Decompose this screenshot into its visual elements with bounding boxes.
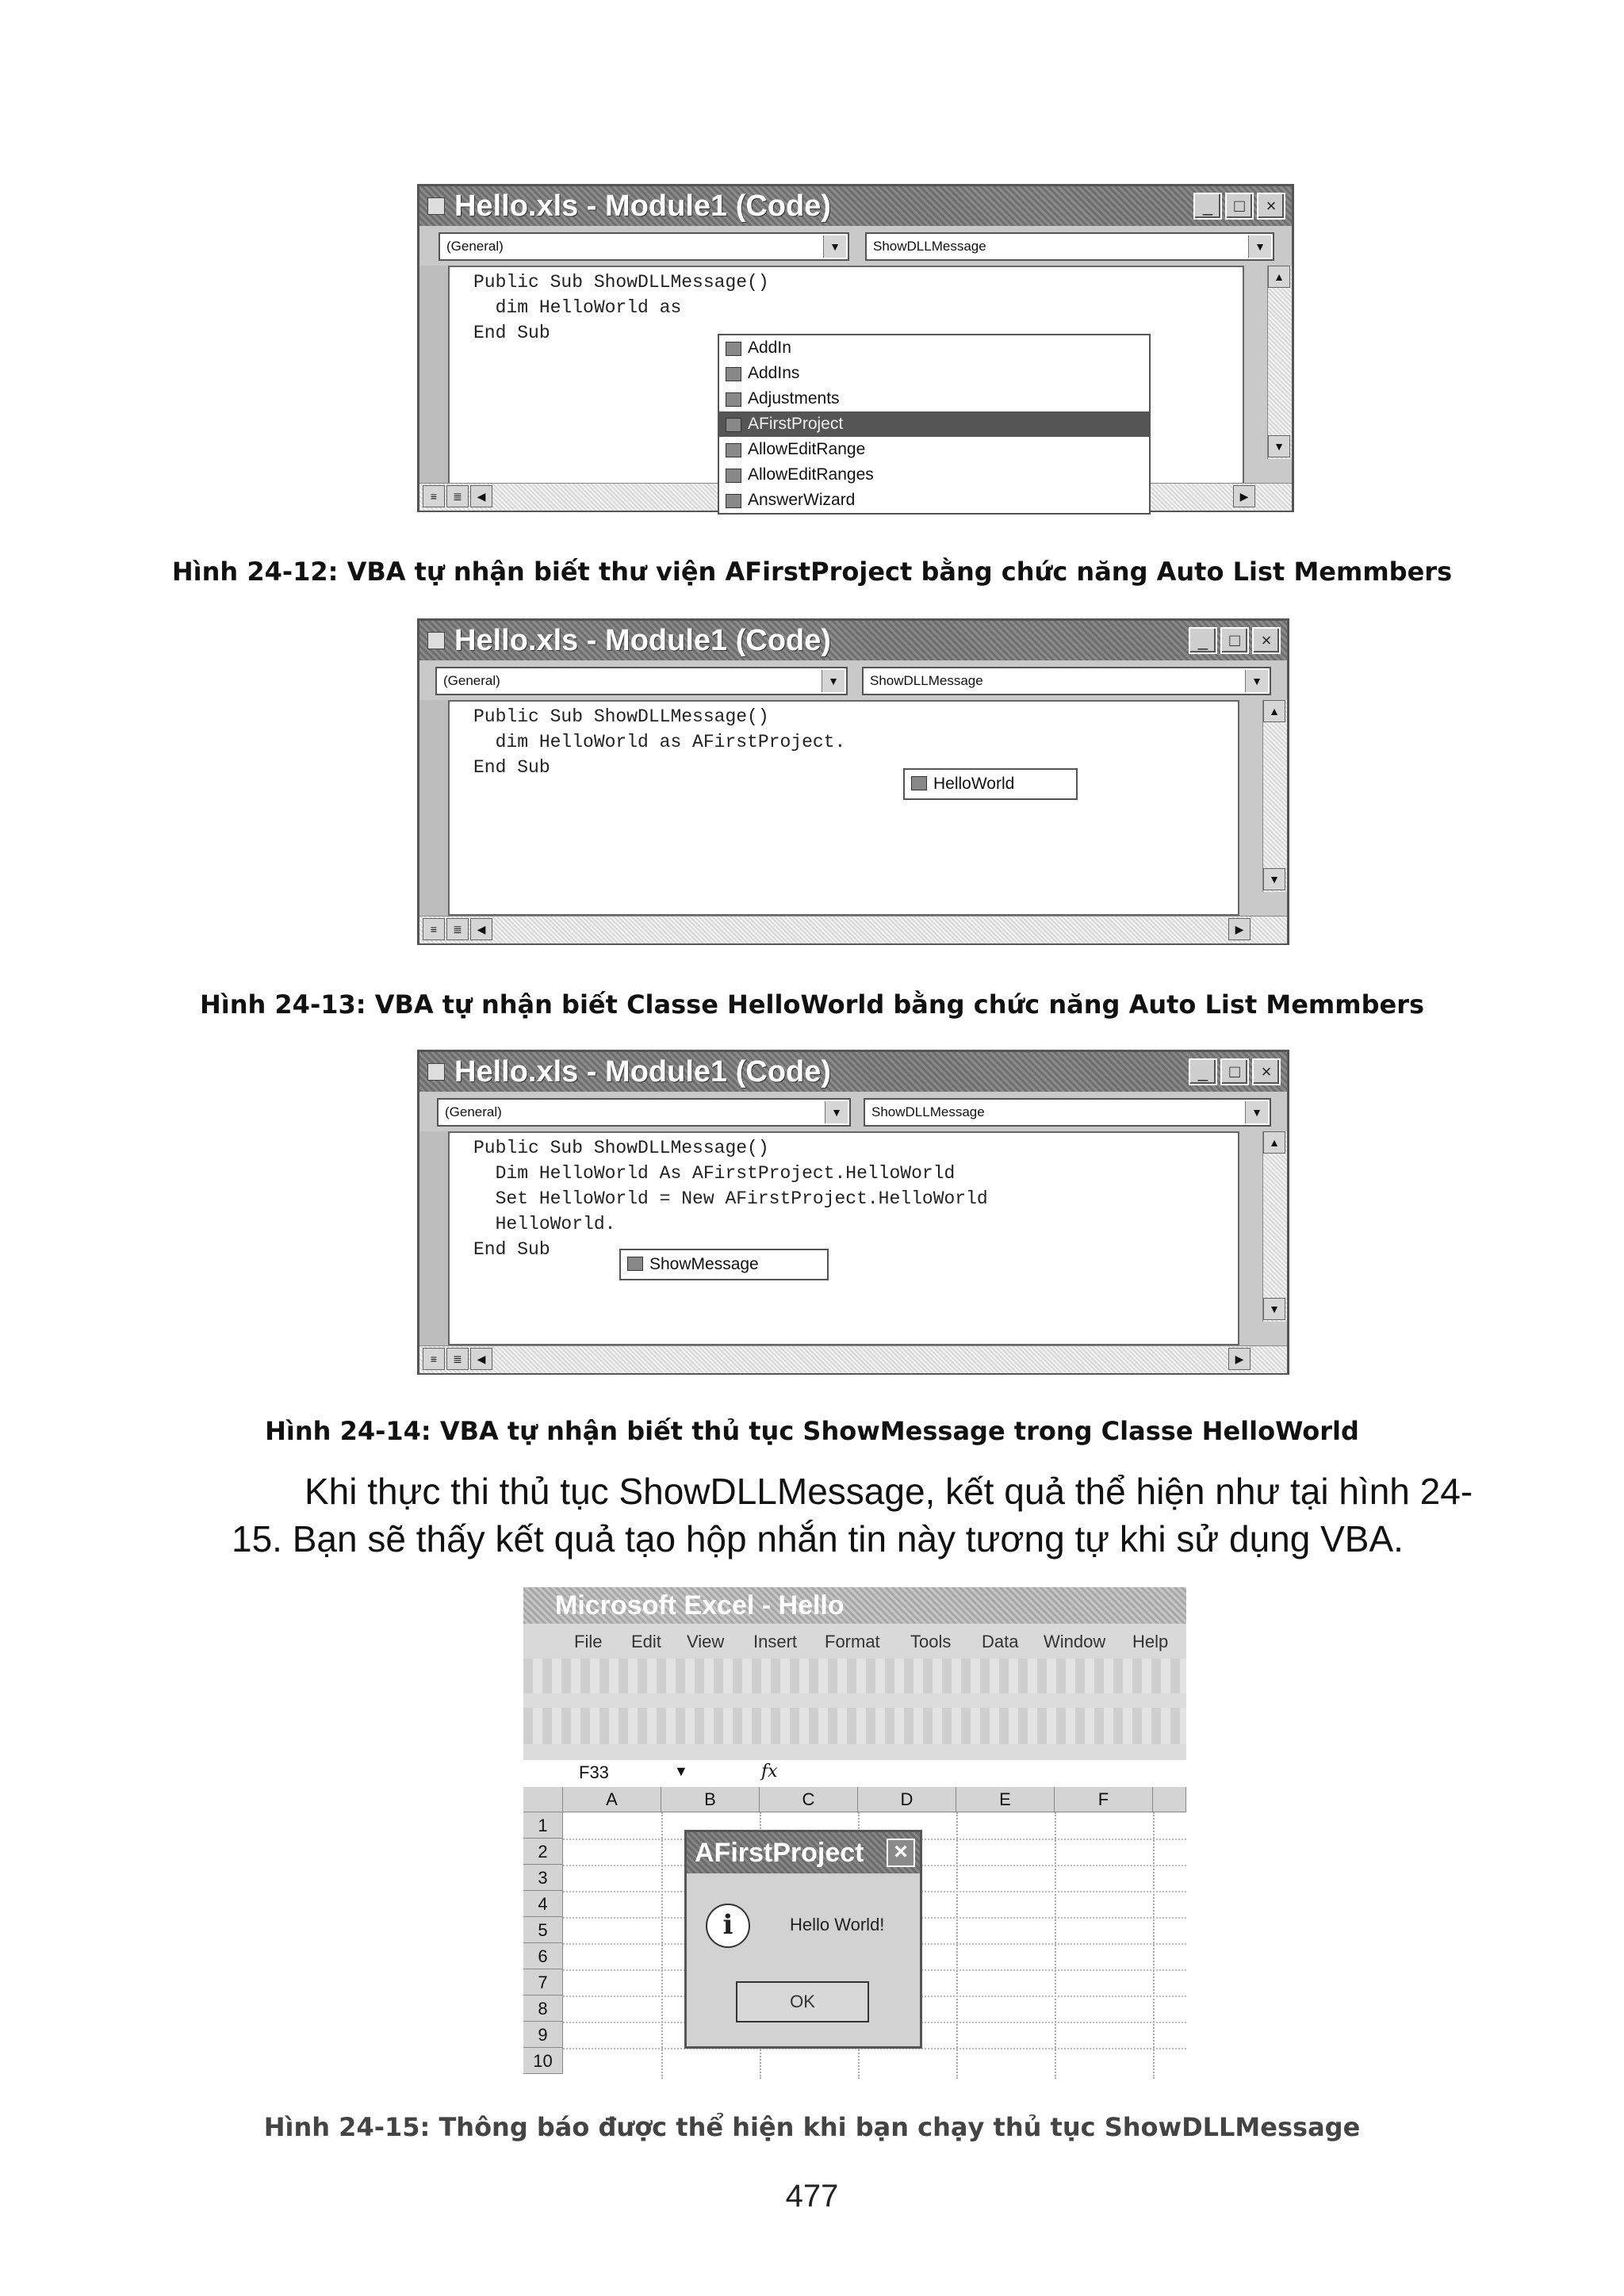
class-icon — [726, 392, 741, 407]
figure-caption: Hình 24-15: Thông báo được thể hiện khi bạn chạy thủ tục ShowDLLMessage — [263, 2112, 1361, 2142]
chevron-down-icon[interactable]: ▼ — [1245, 1101, 1268, 1123]
code-line: Public Sub ShowDLLMessage() — [473, 272, 769, 293]
dialog-title: AFirstProject — [695, 1838, 864, 1868]
list-item-label: AllowEditRanges — [748, 465, 874, 484]
code-window-fig12 — [417, 184, 1294, 512]
class-icon — [726, 469, 741, 483]
library-icon — [726, 418, 741, 432]
scroll-up-icon[interactable]: ▲ — [1268, 266, 1290, 288]
scroll-left-icon[interactable]: ◀ — [470, 918, 492, 940]
horizontal-scrollbar[interactable] — [419, 1345, 1287, 1373]
formatting-toolbar[interactable] — [523, 1708, 1186, 1744]
row-header[interactable]: 4 — [523, 1891, 563, 1917]
list-item-label: AFirstProject — [748, 415, 844, 433]
list-item[interactable] — [719, 437, 1149, 462]
standard-toolbar[interactable] — [523, 1659, 1186, 1693]
code-line: End Sub — [473, 757, 550, 778]
code-window-fig13 — [417, 618, 1289, 945]
vertical-scrollbar[interactable] — [1262, 1131, 1287, 1322]
window-icon — [427, 1063, 445, 1081]
code-line: Dim HelloWorld As AFirstProject.HelloWorld — [473, 1163, 956, 1184]
code-editor[interactable] — [448, 700, 1239, 916]
row-header[interactable]: 1 — [523, 1812, 563, 1839]
chevron-down-icon[interactable]: ▼ — [1248, 235, 1271, 258]
scroll-right-icon[interactable]: ▶ — [1228, 918, 1251, 940]
close-button[interactable]: × — [1252, 1058, 1281, 1085]
scroll-down-icon[interactable]: ▼ — [1268, 435, 1290, 457]
object-combo-value: (General) — [445, 1104, 502, 1119]
scroll-down-icon[interactable]: ▼ — [1263, 1298, 1285, 1320]
ok-button[interactable]: OK — [736, 1981, 869, 2022]
body-paragraph-line: 15. Bạn sẽ thấy kết quả tạo hộp nhắn tin này tương tự khi sử dụng VBA. — [232, 1518, 1404, 1559]
menu-insert[interactable]: Insert — [753, 1632, 798, 1651]
object-combo-value: (General) — [446, 239, 504, 254]
window-title: Hello.xls - Module1 (Code) — [454, 1055, 832, 1089]
menu-tools[interactable]: Tools — [910, 1632, 952, 1651]
window-title: Hello.xls - Module1 (Code) — [454, 189, 832, 223]
procedure-combo-value: ShowDLLMessage — [873, 239, 986, 254]
scroll-up-icon[interactable]: ▲ — [1263, 700, 1285, 722]
procedure-combo[interactable] — [862, 667, 1271, 695]
scroll-up-icon[interactable]: ▲ — [1263, 1131, 1285, 1154]
figure-caption: Hình 24-14: VBA tự nhận biết thủ tục ShowMessage trong Classe HelloWorld — [265, 1416, 1359, 1446]
procedure-combo-value: ShowDLLMessage — [871, 1104, 985, 1119]
procedure-view-icon[interactable]: ≡ — [423, 1348, 445, 1370]
minimize-button[interactable]: _ — [1189, 627, 1217, 654]
margin-indicator-bar — [419, 700, 448, 916]
list-item-label: ShowMessage — [649, 1255, 759, 1273]
method-icon — [627, 1257, 643, 1271]
figure-caption: Hình 24-12: VBA tự nhận biết thư viện AFirstProject bằng chức năng Auto List Memmbers — [171, 557, 1453, 587]
window-titlebar — [419, 1052, 1287, 1092]
minimize-button[interactable]: _ — [1193, 193, 1222, 220]
scroll-right-icon[interactable]: ▶ — [1228, 1348, 1251, 1370]
class-icon — [726, 342, 741, 356]
menu-edit[interactable]: Edit — [631, 1632, 661, 1651]
margin-indicator-bar — [419, 266, 448, 484]
window-title: Hello.xls - Module1 (Code) — [454, 624, 832, 657]
chevron-down-icon[interactable]: ▼ — [823, 235, 846, 258]
procedure-combo[interactable] — [865, 232, 1274, 261]
row-header[interactable]: 2 — [523, 1839, 563, 1865]
list-item[interactable] — [719, 462, 1149, 488]
object-combo[interactable] — [435, 667, 848, 695]
row-header[interactable]: 5 — [523, 1917, 563, 1943]
list-item-label: AllowEditRange — [748, 440, 866, 458]
gridline — [1055, 1812, 1056, 2079]
scroll-right-icon[interactable]: ▶ — [1233, 485, 1255, 507]
menu-file[interactable]: File — [574, 1632, 603, 1651]
maximize-button[interactable]: □ — [1220, 627, 1249, 654]
column-header[interactable]: A — [563, 1787, 661, 1812]
code-line: End Sub — [473, 323, 550, 343]
menu-format[interactable]: Format — [825, 1632, 880, 1651]
list-item-label: AnswerWizard — [748, 491, 856, 509]
auto-list-members[interactable] — [718, 334, 1151, 515]
gridline — [956, 1812, 958, 2079]
code-line: End Sub — [473, 1239, 550, 1260]
row-header[interactable]: 6 — [523, 1943, 563, 1969]
close-button[interactable]: × — [1252, 627, 1281, 654]
class-icon — [726, 494, 741, 508]
window-titlebar — [419, 621, 1287, 660]
procedure-combo-value: ShowDLLMessage — [870, 673, 983, 688]
page-number: 477 — [785, 2179, 839, 2214]
list-item[interactable] — [621, 1250, 827, 1279]
chevron-down-icon[interactable]: ▼ — [825, 1101, 848, 1123]
object-combo-value: (General) — [443, 673, 500, 688]
procedure-view-icon[interactable]: ≡ — [423, 918, 445, 940]
horizontal-scrollbar[interactable] — [419, 916, 1287, 943]
code-line: dim HelloWorld as AFirstProject. — [473, 732, 846, 752]
menu-help[interactable]: Help — [1132, 1632, 1169, 1651]
maximize-button[interactable]: □ — [1220, 1058, 1249, 1085]
gridline — [661, 1812, 663, 2079]
vertical-scrollbar[interactable] — [1262, 700, 1287, 892]
row-header[interactable]: 9 — [523, 2022, 563, 2048]
dialog-message: Hello World! — [790, 1915, 885, 1934]
select-all-corner[interactable] — [523, 1787, 563, 1812]
window-icon — [427, 197, 445, 215]
procedure-combo[interactable] — [864, 1098, 1271, 1127]
message-box-dialog — [684, 1830, 922, 2049]
gridline — [1153, 1812, 1155, 2079]
chevron-down-icon[interactable]: ▼ — [822, 670, 845, 692]
column-header[interactable]: D — [858, 1787, 956, 1812]
column-header[interactable]: E — [956, 1787, 1055, 1812]
menu-bar — [523, 1624, 1186, 1659]
code-line: Public Sub ShowDLLMessage() — [473, 706, 769, 727]
excel-title: Microsoft Excel - Hello — [555, 1590, 845, 1621]
name-box[interactable]: F33 — [579, 1762, 609, 1782]
row-header[interactable]: 10 — [523, 2048, 563, 2074]
formula-bar — [523, 1760, 1186, 1788]
code-line: dim HelloWorld as — [473, 297, 682, 318]
scroll-left-icon[interactable]: ◀ — [470, 485, 492, 507]
close-button[interactable]: × — [1257, 193, 1285, 220]
menu-window[interactable]: Window — [1044, 1632, 1106, 1651]
list-item-label: AddIn — [748, 339, 791, 357]
menu-view[interactable]: View — [687, 1632, 725, 1651]
code-line: Public Sub ShowDLLMessage() — [473, 1138, 769, 1158]
row-header[interactable]: 7 — [523, 1969, 563, 1996]
list-item[interactable] — [719, 488, 1149, 513]
body-paragraph-line: Khi thực thi thủ tục ShowDLLMessage, kết quả thể hiện như tại hình 24- — [304, 1471, 1473, 1512]
auto-list-members[interactable] — [619, 1249, 829, 1280]
code-line: Set HelloWorld = New AFirstProject.HelloWorld — [473, 1188, 988, 1209]
row-header[interactable]: 3 — [523, 1865, 563, 1891]
minimize-button[interactable]: _ — [1189, 1058, 1217, 1085]
margin-indicator-bar — [419, 1131, 448, 1345]
figure-caption: Hình 24-13: VBA tự nhận biết Classe HelloWorld bằng chức năng Auto List Memmbers — [199, 989, 1425, 1020]
excel-titlebar — [523, 1587, 1186, 1624]
class-icon — [911, 776, 927, 790]
object-combo[interactable] — [437, 1098, 851, 1127]
fx-icon[interactable]: fx — [761, 1762, 778, 1781]
list-item[interactable] — [719, 335, 1149, 361]
window-titlebar — [419, 186, 1292, 226]
column-header[interactable]: B — [661, 1787, 760, 1812]
name-box-dropdown-icon[interactable]: ▼ — [674, 1763, 688, 1779]
vertical-scrollbar[interactable] — [1267, 266, 1292, 459]
list-item-selected[interactable] — [719, 411, 1149, 437]
close-icon[interactable]: × — [887, 1839, 915, 1867]
column-header[interactable]: C — [760, 1787, 858, 1812]
list-item-label: HelloWorld — [933, 775, 1015, 793]
info-icon: i — [706, 1904, 750, 1948]
full-module-view-icon[interactable]: ≣ — [446, 918, 469, 940]
list-item-label: Adjustments — [748, 389, 840, 408]
scroll-down-icon[interactable]: ▼ — [1263, 868, 1285, 890]
full-module-view-icon[interactable]: ≣ — [446, 1348, 469, 1370]
chevron-down-icon[interactable]: ▼ — [1245, 670, 1268, 692]
list-item[interactable] — [719, 361, 1149, 386]
code-window-fig14 — [417, 1050, 1289, 1375]
list-item-label: AddIns — [748, 364, 800, 382]
list-item[interactable] — [905, 770, 1076, 798]
row-header[interactable]: 8 — [523, 1996, 563, 2022]
code-line: HelloWorld. — [473, 1214, 616, 1234]
object-combo[interactable] — [439, 232, 849, 261]
procedure-view-icon[interactable]: ≡ — [423, 485, 445, 507]
code-editor[interactable] — [448, 1131, 1239, 1345]
class-icon — [726, 443, 741, 457]
auto-list-members[interactable] — [903, 768, 1078, 800]
list-item[interactable] — [719, 386, 1149, 411]
window-icon — [427, 632, 445, 649]
dialog-titlebar — [687, 1832, 920, 1873]
scroll-left-icon[interactable]: ◀ — [470, 1348, 492, 1370]
column-header[interactable]: F — [1055, 1787, 1153, 1812]
menu-data[interactable]: Data — [982, 1632, 1019, 1651]
full-module-view-icon[interactable]: ≣ — [446, 485, 469, 507]
class-icon — [726, 367, 741, 381]
column-header-blank — [1153, 1787, 1186, 1812]
maximize-button[interactable]: □ — [1225, 193, 1254, 220]
